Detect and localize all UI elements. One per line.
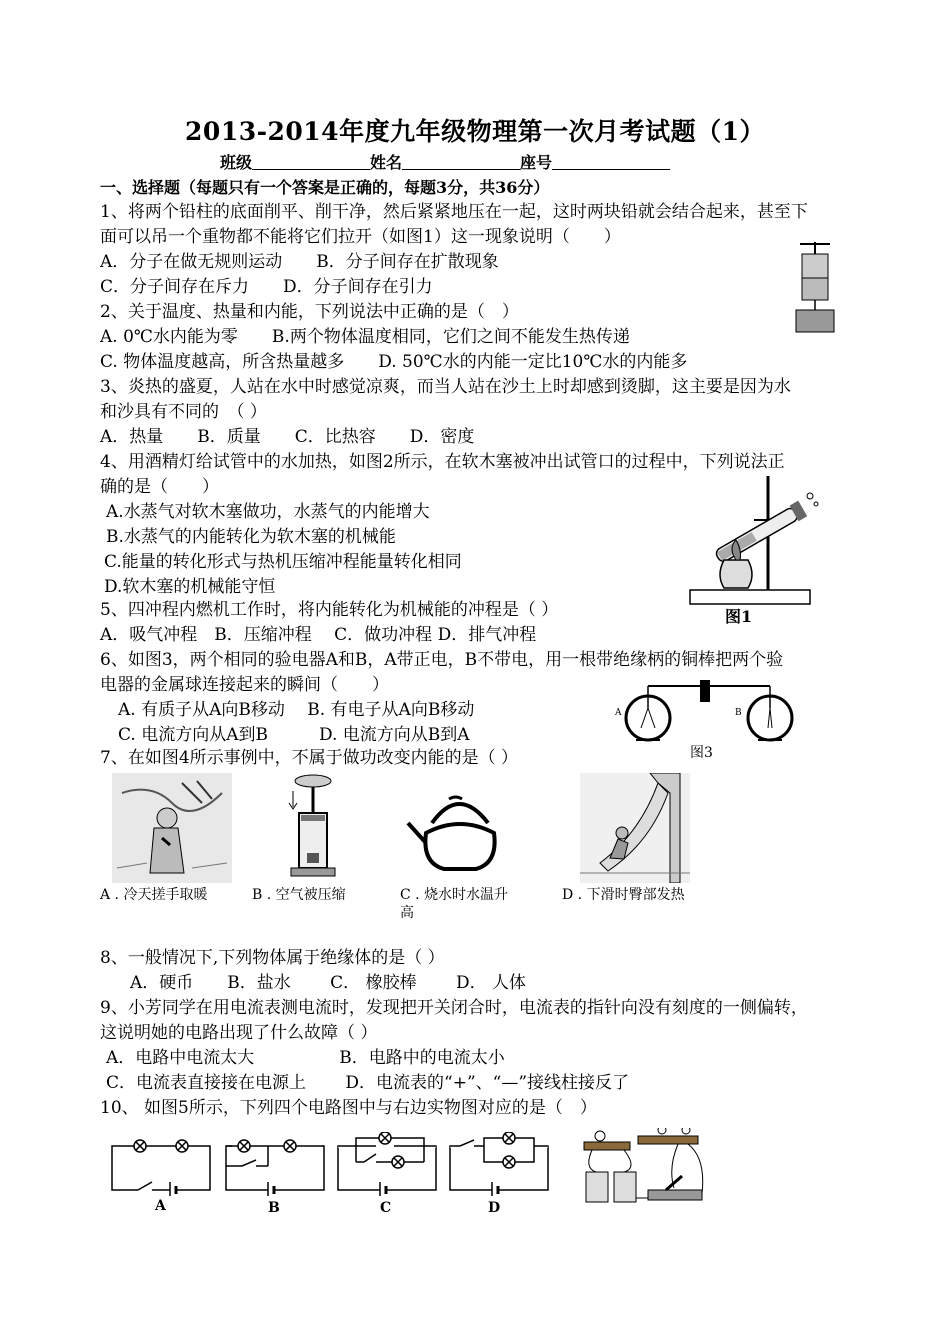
- q1-options-ab: A．分子在做无规则运动 B．分子间存在扩散现象: [100, 252, 499, 272]
- physical-circuit-figure: [578, 1128, 708, 1208]
- q6-stem-line2: 电器的金属球连接起来的瞬间（ ）: [100, 675, 389, 695]
- fig4-caption-a: A . 冷天搓手取暖: [100, 887, 208, 903]
- q8-stem: 8、一般情况下,下列物体属于绝缘体的是（ ）: [100, 948, 445, 968]
- q5-stem: 5、四冲程内燃机工作时，将内能转化为机械能的冲程是（ ）: [100, 600, 559, 620]
- q1-stem-line2: 面可以吊一个重物都不能将它们拉开（如图1）这一现象说明（ ）: [100, 227, 621, 247]
- fig1-label: 图1: [725, 607, 753, 626]
- circuit-d: [450, 1132, 548, 1196]
- q4-option-d: D.软木塞的机械能守恒: [104, 577, 276, 597]
- fig4-caption-d: D . 下滑时臀部发热: [562, 887, 685, 903]
- lead-cylinders-figure: [790, 240, 840, 336]
- q5-options: A．吸气冲程 B．压缩冲程 C．做功冲程 D．排气冲程: [100, 625, 537, 645]
- section-heading: 一、选择题（每题只有一个答案是正确的，每题3分，共36分）: [100, 178, 550, 197]
- name-field[interactable]: [402, 151, 520, 170]
- q3-stem-line2: 和沙具有不同的 （ ）: [100, 402, 267, 422]
- q6-options-ab: A. 有质子从A向B移动 B. 有电子从A向B移动: [118, 700, 475, 720]
- fig4-caption-b: B . 空气被压缩: [252, 887, 346, 903]
- electroscope-b-label: B: [735, 708, 742, 718]
- circuit-label-c: C: [380, 1200, 392, 1216]
- hand-rubbing-figure: [112, 773, 232, 883]
- electroscope-a-label: A: [615, 708, 622, 718]
- q9-options-cd: C．电流表直接接在电源上 D．电流表的“+”、“—”接线柱接反了: [106, 1073, 630, 1093]
- q4-option-c: C.能量的转化形式与热机压缩冲程能量转化相同: [104, 552, 462, 572]
- q6-stem-line1: 6、如图3，两个相同的验电器A和B，A带正电，B不带电，用一根带绝缘柄的铜棒把两个验: [100, 650, 784, 670]
- air-compression-figure: [283, 773, 343, 878]
- q8-options: A．硬币 B．盐水 C． 橡胶棒 D． 人体: [130, 973, 527, 993]
- circuit-c: [338, 1132, 436, 1196]
- circuit-label-a: A: [155, 1198, 166, 1214]
- q9-options-ab: A．电路中电流太大 B．电路中的电流太小: [106, 1048, 505, 1068]
- q3-stem-line1: 3、炎热的盛夏，人站在水中时感觉凉爽，而当人站在沙土上时却感到烫脚，这主要是因为水: [100, 377, 791, 397]
- seat-label: 座号: [520, 153, 553, 172]
- slide-figure: [580, 773, 690, 883]
- q2-options-ab: A. 0℃水内能为零 B.两个物体温度相同，它们之间不能发生热传递: [100, 327, 630, 347]
- class-label: 班级: [220, 153, 253, 172]
- name-label: 姓名: [370, 153, 403, 172]
- circuit-a: [112, 1140, 210, 1196]
- circuit-diagrams-figure: [108, 1132, 558, 1196]
- q10-stem: 10、 如图5所示，下列四个电路图中与右边实物图对应的是（ ）: [100, 1098, 597, 1118]
- q2-options-cd: C. 物体温度越高，所含热量越多 D. 50℃水的内能一定比10℃水的内能多: [100, 352, 688, 372]
- circuit-label-d: D: [488, 1200, 501, 1216]
- q9-stem-line1: 9、小芳同学在用电流表测电流时，发现把开关闭合时，电流表的指针向没有刻度的一侧偏转，: [100, 998, 808, 1018]
- q6-options-cd: C. 电流方向从A到B D. 电流方向从B到A: [118, 725, 470, 745]
- circuit-label-b: B: [268, 1200, 280, 1216]
- q1-stem-line1: 1、将两个铅柱的底面削平、削干净，然后紧紧地压在一起，这时两块铅就会结合起来，甚至下: [100, 202, 808, 222]
- q7-stem: 7、在如图4所示事例中，不属于做功改变内能的是（ ）: [100, 748, 519, 768]
- class-field[interactable]: [252, 151, 370, 170]
- q4-option-b: B.水蒸气的内能转化为软木塞的机械能: [106, 527, 396, 547]
- test-tube-apparatus-figure: [684, 470, 824, 610]
- exam-title: 2013-2014年度九年级物理第一次月考试题（1）: [185, 117, 765, 146]
- q2-stem: 2、关于温度、热量和内能，下列说法中正确的是（ ）: [100, 302, 519, 322]
- q3-options: A．热量 B．质量 C．比热容 D．密度: [100, 427, 475, 447]
- q9-stem-line2: 这说明她的电路出现了什么故障（ ）: [100, 1023, 378, 1043]
- seat-field[interactable]: [552, 151, 670, 170]
- q4-stem-line2: 确的是（ ）: [100, 477, 219, 497]
- electroscopes-figure: [612, 676, 802, 748]
- boiling-kettle-figure: [404, 793, 514, 873]
- fig4-caption-c: C . 烧水时水温升: [400, 887, 509, 903]
- fig4-caption-c-cont: 高: [400, 905, 414, 921]
- fig3-label: 图3: [690, 745, 713, 761]
- q4-stem-line1: 4、用酒精灯给试管中的水加热，如图2所示，在软木塞被冲出试管口的过程中，下列说法正: [100, 452, 785, 472]
- circuit-b: [226, 1140, 324, 1196]
- student-info-bar: [220, 150, 670, 173]
- q4-option-a: A.水蒸气对软木塞做功，水蒸气的内能增大: [106, 502, 430, 522]
- q1-options-cd: C．分子间存在斥力 D．分子间存在引力: [100, 277, 433, 297]
